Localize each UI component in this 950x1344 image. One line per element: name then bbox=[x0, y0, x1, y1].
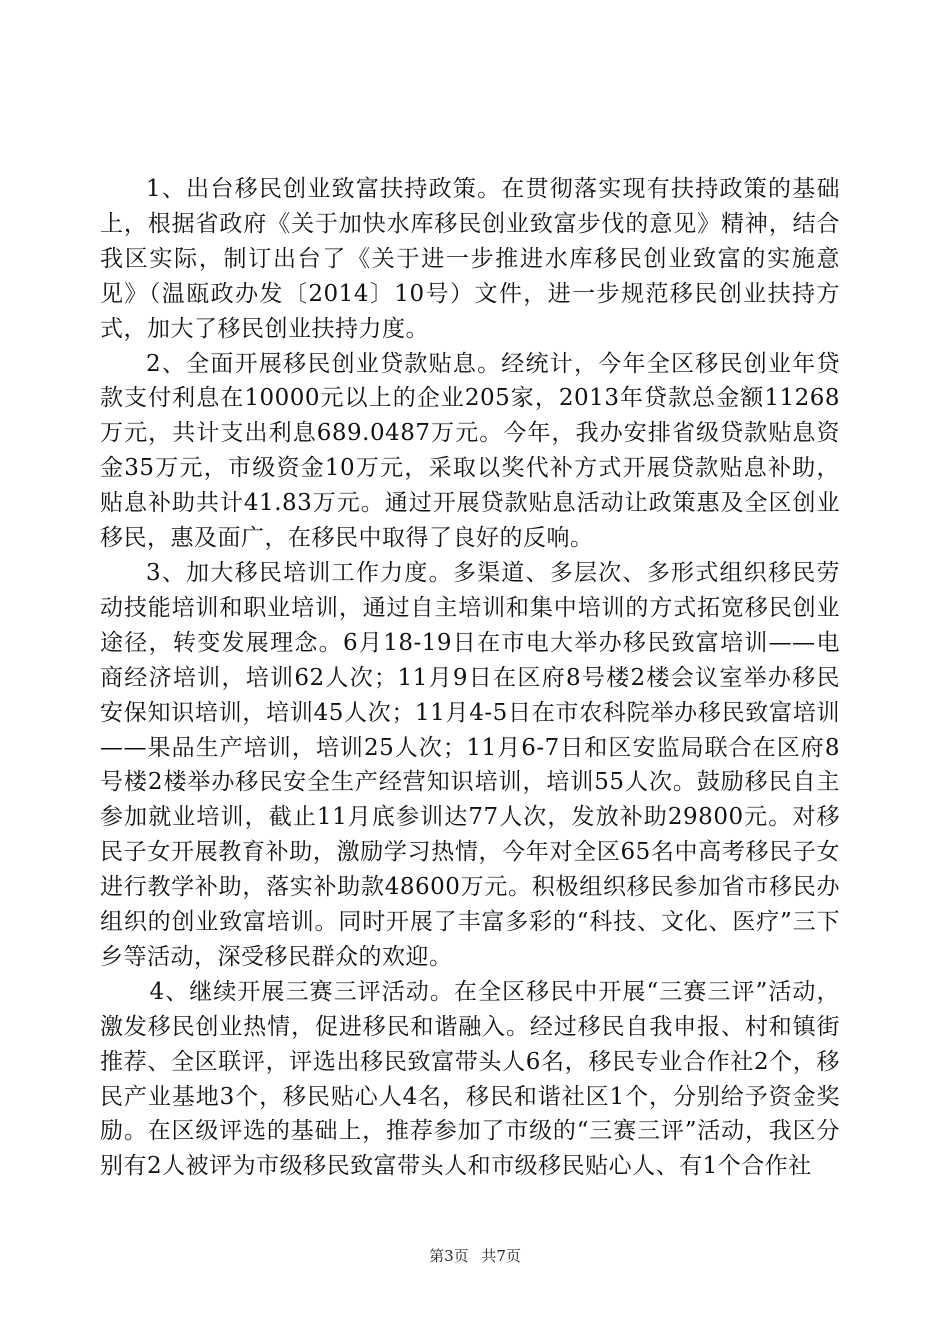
paragraph-2: 2、全面开展移民创业贷款贴息。经统计，今年全区移民创业年贷款支付利息在10000元以上的企业205家，2013年贷款总金额11268万元，共计支出利息689.0487万元。今年，我办安排省级贷款贴息资金35万元，市级资金10万元，采取以奖代补方式开展贷款贴息补助，贴息补助共计41.83万元。通过开展贷款贴息活动让政策惠及全区创业移民，惠及面广，在移民中取得了良好的反响。 bbox=[100, 350, 840, 552]
document-body bbox=[100, 172, 840, 1184]
page-footer bbox=[0, 1245, 950, 1266]
paragraph-4: 4、继续开展三赛三评活动。在全区移民中开展“三赛三评”活动，激发移民创业热情，促进移民和谐融入。经过移民自我申报、村和镇街推荐、全区联评，评选出移民致富带头人6名，移民专业合作社2个，移民产业基地3个，移民贴心人4名，移民和谐社区1个，分别给予资金奖励。在区级评选的基础上，推荐参加了市级的“三赛三评”活动，我区分别有2人被评为市级移民致富带头人和市级移民贴心人、有1个合作社 bbox=[100, 978, 840, 1180]
page-number: 第3页 bbox=[429, 1247, 469, 1265]
page-total: 共7页 bbox=[481, 1247, 521, 1265]
paragraph-1: 1、出台移民创业致富扶持政策。在贯彻落实现有扶持政策的基础上，根据省政府《关于加快水库移民创业致富步伐的意见》精神，结合我区实际，制订出台了《关于进一步推进水库移民创业致富的实施意见》（温瓯政办发〔2014〕10号）文件，进一步规范移民创业扶持方式，加大了移民创业扶持力度。 bbox=[100, 176, 840, 342]
paragraph-3: 3、加大移民培训工作力度。多渠道、多层次、多形式组织移民劳动技能培训和职业培训，通过自主培训和集中培训的方式拓宽移民创业途径，转变发展理念。6月18-19日在市电大举办移民致富培训——电商经济培训，培训62人次；11月9日在区府8号楼2楼会议室举办移民安保知识培训，培训45人次；11月4-5日在市农科院举办移民致富培训——果品生产培训，培训25人次；11月6-7日和区安监局联合在区府8号楼2楼举办移民安全生产经营知识培训，培训55人次。鼓励移民自主参加就业培训，截止11月底参训达77人次，发放补助29800元。对移民子女开展教育补助，激励学习热情，今年对全区65名中高考移民子女进行教学补助，落实补助款48600万元。积极组织移民参加省市移民办组织的创业致富培训。同时开展了丰富多彩的“科技、文化、医疗”三下乡等活动，深受移民群众的欢迎。 bbox=[100, 559, 840, 970]
